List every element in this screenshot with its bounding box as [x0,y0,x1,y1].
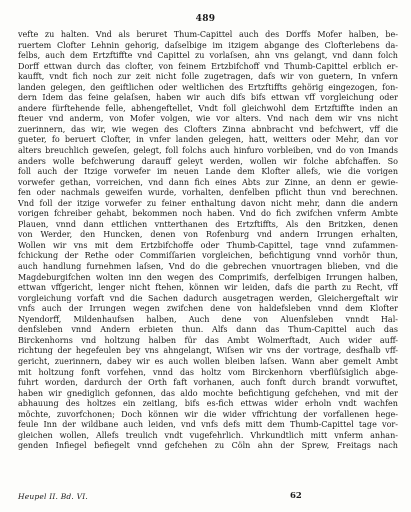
text-line: fteuer vnd anderm, von Mofer volgen, wie vor alters. Vnd nach dem wir vns nicht [18,114,398,124]
text-line: andere fürftehende felle, abhengeftellet, Vndt foll gleichwohl dem Ertzftiffte inden an [18,103,398,113]
text-line: genden Infiegel befiegelt vnnd gefchehen zu Cöln ahn der Sprew, Freitags nach [18,441,398,451]
text-line: gueter, fo beruert Clofter, in vnfer landen gelegen, hatt, weitters oder Mehr, dan vor [18,135,398,145]
body-text [18,30,398,452]
text-line: vorgleichung vorfaft vnd die Sachen dadurch ausgetragen werden, Gleichergeftalt wir [18,293,398,303]
text-line: foll auch der Itzige vorwefer im neuen Lande dem Klofter allefs, wie die vorigen [18,167,398,177]
text-line: vorwefer gethan, vorreichen, vnd dann fich eines Abts zur Zinne, an denn er gewie- [18,177,398,187]
text-line: gericht, zuerinnern, dabey wir es auch wollen bleiben laſsen. Wann aber gemelt Ambt [18,356,398,366]
text-line: Plauen, vnnd dann ettlichen vntterthanen des Ertzftiffts, Als den Britzken, denen [18,219,398,229]
text-line: feule Inn der wildbane auch leiden, vnd vnfs defs mitt dem Thumb-Capittel tage vor- [18,420,398,430]
text-line: fen oder nachmals geweifen wurde, vorhalten, denfelben pflicht thun vnd berechnen. [18,188,398,198]
footer-signature: Heupel II. Bd. VI. [18,492,88,501]
text-line: vefte zu halten. Vnd als beruret Thum-Capittel auch des Dorffs Mofer halben, be- [18,30,398,39]
text-line: vnfs auch der Irrungen wegen zwifchen dene von haldefsleben vnnd dem Klofter [18,304,398,314]
text-line: ettwan vffgericht, lenger nicht ftehen, können wir leiden, dafs die parth zu Recht, vff [18,283,398,293]
text-line: abhauung des holtzes ein zeitlang, bifs es-fich ettwas wider erholn vndt wachfen [18,399,398,409]
text-line: möchte, zuvorfchonen; Doch können wir die wider vffrichtung der vorfallenen hege- [18,409,398,419]
text-line: kaufft, vndt fich noch zur zeit nicht folle zugetragen, dafs wir von guetern, In vnfern [18,72,398,82]
text-line: vorigen fchreiber gehabt, bekommen noch haben. Vnd do fich zwifchen vnferm Ambte [18,209,398,219]
footer-page-number: 62 [290,491,302,501]
text-line: ruertem Clofter Lehnin gehorig, daſselbige im itzigem abgange des Clofterlebens da- [18,40,398,50]
text-line: felbs, auch dem Ertzftiffte vnd Capittel zu vorlaſsen, ahn vns gelangt, vnd dann folch [18,51,398,61]
text-line: gleichen wollen, Allefs treulich vndt vugefehrlich. Vhrkundtlich mitt vnferm anhan- [18,430,398,440]
text-line: anders wolle befchwerung darauff geleyt werden, wollen wir folche abfchaffen. So [18,156,398,166]
text-line: fchickung der Rethe oder Commiſſarien vorgleichen, befichtigung vnnd vorhör thun, [18,251,398,261]
page-number: 489 [195,14,216,24]
text-line: mit holtzung fonft vorfehen, vnnd das holtz vom Birckenhorn vberflüſsiglich abge- [18,367,398,377]
text-line: denfsleben vnnd Andern erbieten thun. Alfs dann das Thum-Capittel auch das [18,325,398,335]
text-line: auch handlung furnehmen laſsen, Vnd do die gebrechen vnuortragen blieben, vnd die [18,262,398,272]
text-line: Dorff ettwan durch das clofter, von feinem Ertzbifchoff vnd Thumb-Capittel erblich er- [18,61,398,71]
text-line: landen gelegen, den geiftlichen oder weltlichen des Ertzftiffts gehörig eingezogen, fon- [18,82,398,92]
page-footer [18,492,398,504]
text-line: zuerinnern, das wir, wie wegen des Clofters Zinna abnbracht vnd befchwert, vff die [18,124,398,134]
text-line: alters breuchlich geweſen, gelegt, foll folchs auch hinfuro vorbleiben, vnd do von Imands [18,146,398,156]
text-line: dern Idem das feine gelaſsen, haben wir auch difs bifs ettwan vff vorgleichung oder [18,93,398,103]
text-line: richtung der hegefeulen bey vns ahngelangt, Wiſsen wir vns der vortrage, desfhalb vff- [18,346,398,356]
text-line: Vnd foll der itzige vorwefer zu feiner enthaltung davon nicht mehr, dann die andern [18,198,398,208]
text-line: haben wir gnediglich gefonnen, das aldo mochte befichtigung gefchehen, vnd mit der [18,388,398,398]
text-line: Nyendorff, Mildenhaufsen halben, Auch dene von Aluenfsleben vnndt Hal- [18,314,398,324]
text-line: Birckenhorns vnd holtzung halben für das Ambt Wolmerftadt, Auch wider auff- [18,335,398,345]
text-line: fuhrt worden, dardurch der Orth faft vorhanen, auch fonft durch brandt vorwuftet, [18,378,398,388]
text-line: Wollen wir vns mit dem Ertzbifchoffe oder Thumb-Capittel, tage vnnd zufammen- [18,240,398,250]
text-line: Magdeburgifchen wolten inn den wegen des Comprimifs, derfelbigen Irrungen halben, [18,272,398,282]
text-line: von Werder, den Huncken, denen von Rofenburg vnd andern Irrungen erhalten, [18,230,398,240]
